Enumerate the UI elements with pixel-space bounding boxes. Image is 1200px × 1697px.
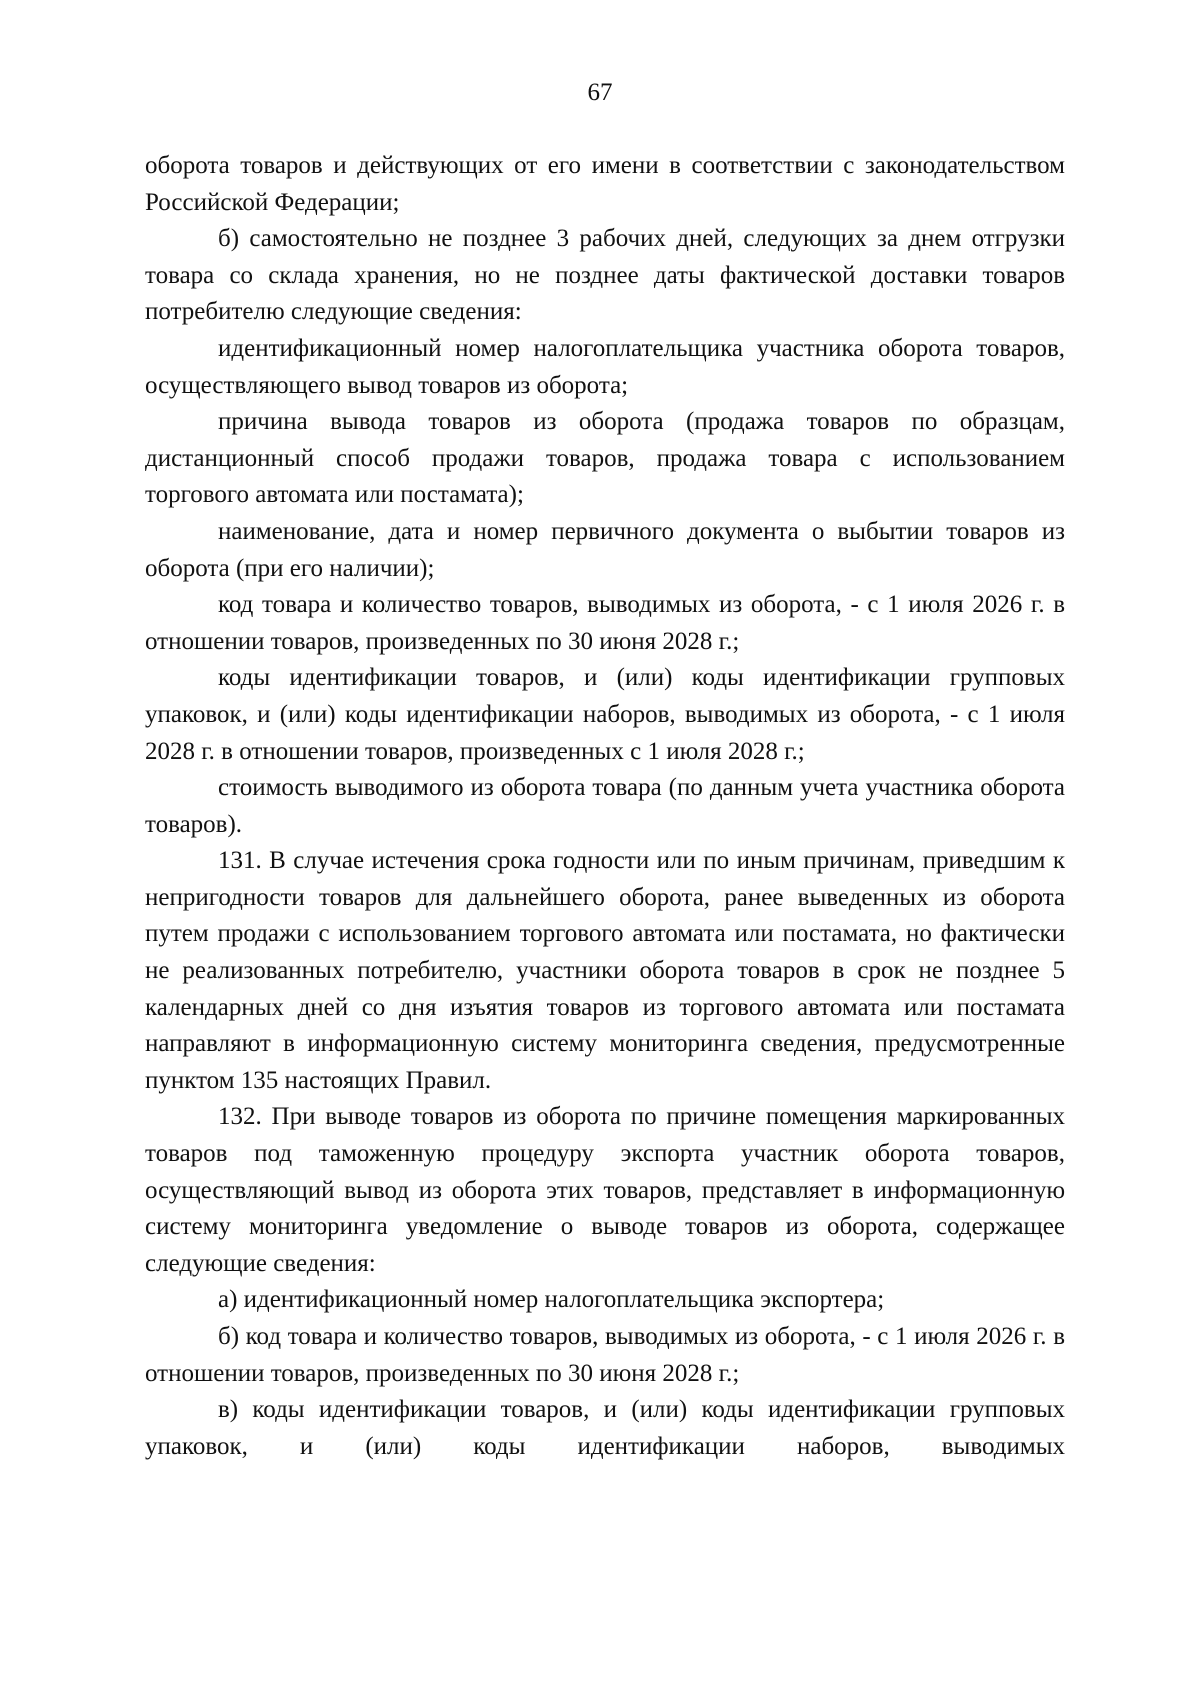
paragraph-identification-codes: коды идентификации товаров, и (или) коды идентификации групповых упаковок, и (или) коды идентификации наборов, выводимых из оборота, - с 1 июля 2028 г. в отношении товаров, произведенных с 1 июля 2028 г.; [145,664,1065,765]
paragraph-132-v: в) коды идентификации товаров, и (или) коды идентификации групповых упаковок, и (или) коды идентификации наборов, выводимых [145,1396,1065,1460]
paragraph-taxpayer-id: идентификационный номер налогоплательщика участника оборота товаров, осуществляющего вывод товаров из оборота; [145,334,1065,399]
paragraph-product-code: код товара и количество товаров, выводимых из оборота, - с 1 июля 2026 г. в отношении товаров, произведенных по 30 июня 2028 г.; [145,591,1065,655]
paragraph-cost: стоимость выводимого из оборота товара (по данным учета участника оборота товаров). [145,774,1065,838]
paragraph-132-a: а) идентификационный номер налогоплательщика экспортера; [218,1286,885,1314]
paragraph-132-b: б) код товара и количество товаров, выводимых из оборота, - с 1 июля 2026 г. в отношении товаров, произведенных по 30 июня 2028 г.; [145,1323,1065,1387]
document-body [145,148,1065,1465]
paragraph-continuation: оборота товаров и действующих от его имени в соответствии с законодательством Российской Федерации; [145,152,1065,216]
page-number: 67 [587,79,613,106]
paragraph-item-b: б) самостоятельно не позднее 3 рабочих дней, следующих за днем отгрузки товара со склада хранения, но не позднее даты фактической доставки товаров потребителю следующие сведения: [145,225,1065,326]
paragraph-primary-document: наименование, дата и номер первичного документа о выбытии товаров из оборота (при его наличии); [145,517,1065,582]
paragraph-132: 132. При выводе товаров из оборота по причине помещения маркированных товаров под таможенную процедуру экспорта участник оборота товаров, осуществляющий вывод из оборота этих товаров, представляет в информационную систему мониторинга уведомление о выводе товаров из оборота, содержащее следующие сведения: [145,1103,1065,1277]
paragraph-131: 131. В случае истечения срока годности или по иным причинам, приведшим к непригодности товаров для дальнейшего оборота, ранее выведенных из оборота путем продажи с использованием торгового автомата или постамата, но фактически не реализованных потребителю, участники оборота товаров в срок не позднее 5 календарных дней со дня изъятия товаров из торгового автомата или постамата направляют в информационную систему мониторинга сведения, предусмотренные пунктом 135 настоящих Правил. [145,847,1065,1094]
paragraph-withdrawal-reason: причина вывода товаров из оборота (продажа товаров по образцам, дистанционный способ продажи товаров, продажа товара с использованием торгового автомата или постамата); [145,408,1065,509]
